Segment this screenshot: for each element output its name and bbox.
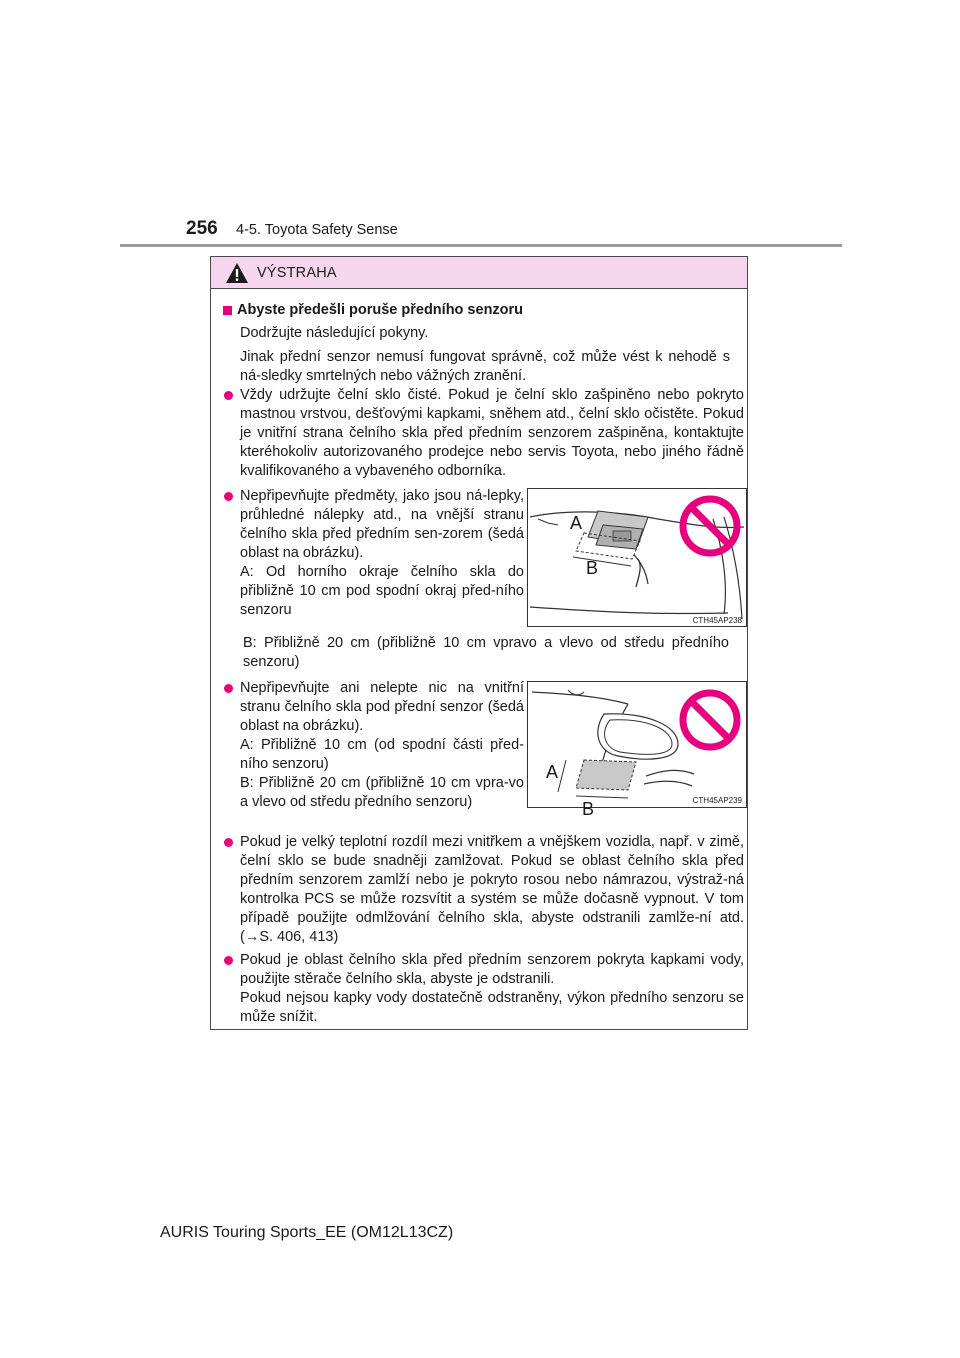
- bullet-text: Vždy udržujte čelní sklo čisté. Pokud je čelní sklo zašpiněno nebo pokryto mastnou vrstvou, dešťovými kapkami, sněhem atd., čelní sklo očistěte. Pokud je vnitřní strana čelního skla před předním senzorem zašpiněna, kontaktujte kteréhokoliv autorizovaného prodejce nebo servis Toyota, nebo jiného řádně kvalifikovaného a vybaveného odborníka.: [240, 387, 744, 479]
- bullet-item: [224, 386, 744, 481]
- bullet-text: Nepřipevňujte ani nelepte nic na vnitřní stranu čelního skla pod přední senzor (šedá oblast na obrázku). A: Přibližně 10 cm (od spodní části před-ního senzoru) B: Přibližně 20 cm (přibližně 10 cm vpra-vo a vlevo od středu předního senzoru): [240, 680, 524, 810]
- bullet-item: [224, 951, 744, 1027]
- section-title: 4-5. Toyota Safety Sense: [236, 222, 398, 238]
- round-bullet-icon: [224, 956, 233, 965]
- warning-label: VÝSTRAHA: [257, 264, 337, 281]
- figure-windshield-outside: [527, 488, 747, 627]
- figure-code: CTH45AP239: [692, 796, 742, 805]
- label-a: A: [570, 513, 583, 533]
- bullet-text: Pokud je oblast čelního skla před předním senzorem pokryta kapkami vody, použijte stěrače čelního skla, abyste je odstranili. Pokud nejsou kapky vody dostatečně odstraněny, výkon předního senzoru se může snížit.: [240, 952, 744, 1025]
- label-b: B: [582, 799, 595, 819]
- prohibition-icon: [683, 499, 737, 553]
- warning-box: [210, 256, 748, 1030]
- consequence-text: Jinak přední senzor nemusí fungovat správně, což může vést k nehodě s ná-sledky smrtelných nebo vážných zranění.: [240, 349, 730, 384]
- round-bullet-icon: [224, 492, 233, 501]
- prohibition-icon: [683, 693, 737, 747]
- square-bullet-icon: [223, 306, 232, 315]
- figure-code: CTH45AP238: [692, 616, 742, 625]
- bullet-text: Pokud je velký teplotní rozdíl mezi vnitřkem a vnějškem vozidla, např. v zimě, čelní sklo se bude snadněji zamlžovat. Pokud se oblast čelního skla před předním senzorem zamlží nebo je pokryto rosou nebo námrazou, výstraž-ná kontrolka PCS se může rozsvítit a systém se může dočasně vypnout. V tom případě použijte odmlžování čelního skla, abyste odstranili zamlže-ní atd. (→S. 406, 413): [240, 834, 744, 945]
- round-bullet-icon: [224, 391, 233, 400]
- footer-text: AURIS Touring Sports_EE (OM12L13CZ): [160, 1224, 454, 1241]
- bullet-text: Nepřipevňujte předměty, jako jsou ná-lepky, průhledné nálepky atd., na vnější stranu čelního skla před předním sen-zorem (šedá oblast na obrázku). A: Od horního okraje čelního skla do přibližně 10 cm pod spodní okraj před-ního senzoru: [240, 488, 524, 618]
- warning-triangle-icon: [225, 262, 249, 284]
- header-rule: [120, 244, 842, 247]
- warning-heading: [223, 301, 523, 320]
- label-b: B: [586, 558, 599, 578]
- bullet-item: [224, 679, 524, 812]
- intro-text: Dodržujte následující pokyny.: [240, 325, 429, 341]
- bullet-item: [224, 487, 524, 620]
- heading-text: Abyste předešli poruše předního senzoru: [237, 302, 524, 318]
- page-number: 256: [186, 218, 218, 239]
- round-bullet-icon: [224, 684, 233, 693]
- round-bullet-icon: [224, 838, 233, 847]
- bullet-item: [224, 833, 744, 947]
- figure-windshield-inside: [527, 681, 747, 819]
- warning-header: [211, 257, 747, 289]
- bullet-continuation: B: Přibližně 20 cm (přibližně 10 cm vpravo a vlevo od středu předního senzoru): [243, 635, 729, 670]
- label-a: A: [546, 762, 559, 782]
